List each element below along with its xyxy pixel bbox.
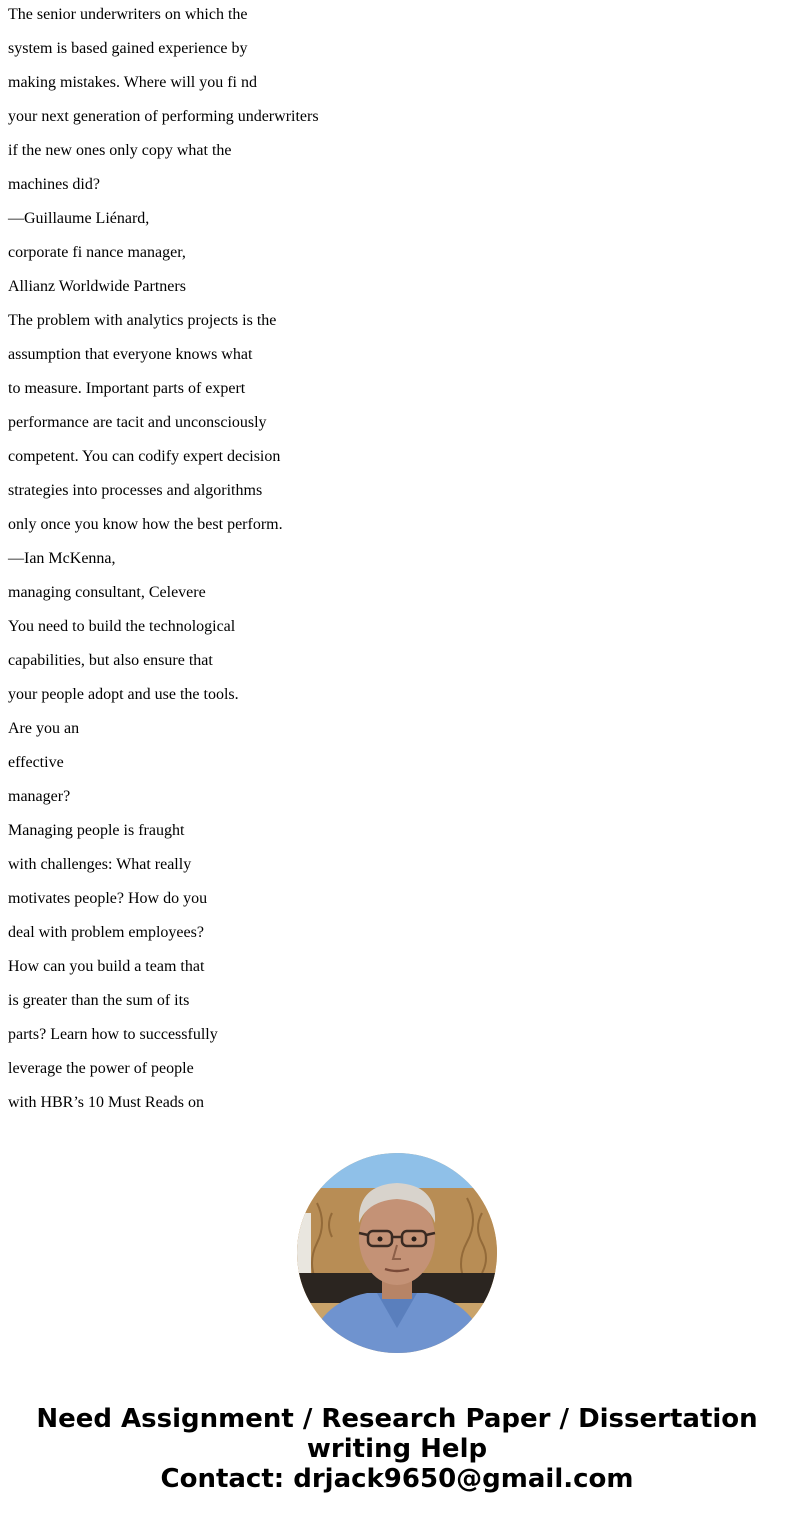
text-line: machines did? (8, 176, 100, 193)
quote-attribution: —Guillaume Liénard, (8, 210, 150, 227)
text-line: parts? Learn how to successfully (8, 1026, 218, 1043)
text-line: strategies into processes and algorithms (8, 482, 263, 499)
text-line: How can you build a team that (8, 958, 205, 975)
text-line: competent. You can codify expert decision (8, 448, 281, 465)
text-line: making mistakes. Where will you fi nd (8, 74, 257, 91)
text-line: corporate fi nance manager, (8, 244, 186, 261)
contact-banner (0, 1404, 794, 1494)
text-line: effective (8, 754, 64, 771)
text-line: The senior underwriters on which the (8, 6, 248, 23)
text-line: The problem with analytics projects is the (8, 312, 277, 329)
text-line: system is based gained experience by (8, 40, 248, 57)
text-line: performance are tacit and unconsciously (8, 414, 267, 431)
text-line: Allianz Worldwide Partners (8, 278, 186, 295)
text-line: is greater than the sum of its (8, 992, 190, 1009)
text-line: You need to build the technological (8, 618, 236, 635)
text-line: your people adopt and use the tools. (8, 686, 239, 703)
text-line: managing consultant, Celevere (8, 584, 206, 601)
text-line: only once you know how the best perform. (8, 516, 283, 533)
text-line: leverage the power of people (8, 1060, 194, 1077)
person-photo-icon (297, 1153, 497, 1353)
avatar (297, 1153, 497, 1353)
text-line: if the new ones only copy what the (8, 142, 232, 159)
text-line: to measure. Important parts of expert (8, 380, 246, 397)
text-line: your next generation of performing underwriters (8, 108, 319, 125)
text-line: capabilities, but also ensure that (8, 652, 213, 669)
quote-attribution: —Ian McKenna, (8, 550, 116, 567)
banner-line: writing Help (306, 1434, 488, 1464)
text-line: manager? (8, 788, 71, 805)
text-line: deal with problem employees? (8, 924, 204, 941)
text-line: with HBR’s 10 Must Reads on (8, 1094, 205, 1111)
text-line: motivates people? How do you (8, 890, 208, 907)
text-line: with challenges: What really (8, 856, 192, 873)
contact-email: Contact: drjack9650@gmail.com (160, 1464, 634, 1494)
text-line: assumption that everyone knows what (8, 346, 253, 363)
text-line: Managing people is fraught (8, 822, 185, 839)
text-line: Are you an (8, 720, 80, 737)
banner-line: Need Assignment / Research Paper / Dissertation (36, 1404, 758, 1434)
document-text (8, 0, 768, 1122)
